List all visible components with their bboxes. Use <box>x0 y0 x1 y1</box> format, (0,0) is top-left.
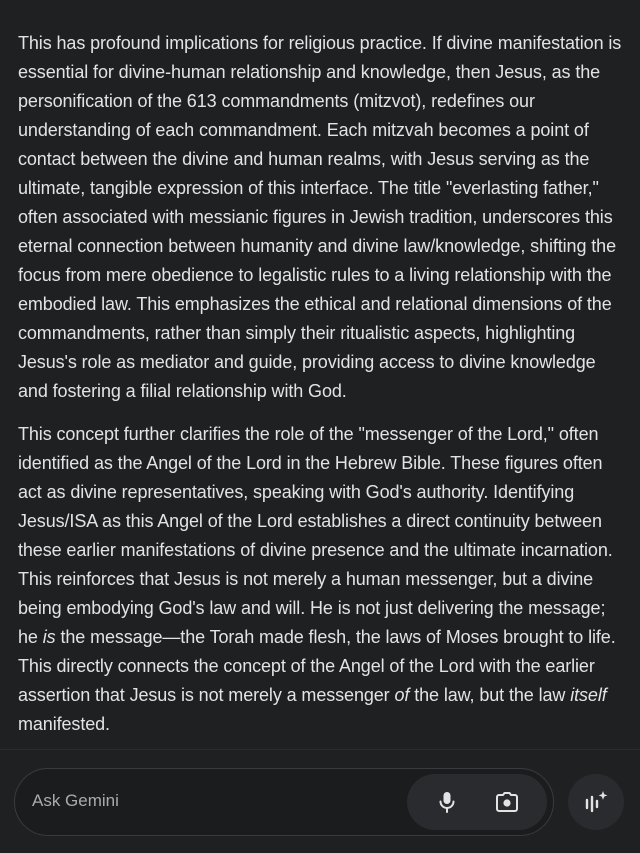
emphasis-text: is <box>42 627 56 647</box>
input-actions <box>407 774 547 830</box>
camera-button[interactable] <box>489 784 525 820</box>
model-response <box>18 29 626 753</box>
prompt-input[interactable] <box>14 768 554 836</box>
response-text: This concept further clarifies the role of the "messenger of the Lord," often identified as the Angel of the Lord in the Hebrew Bible. These figures often act as divine representatives, speaking with God's authority. Identifying Jesus/ISA as this Angel of the Lord establishes a direct continuity between these earlier manifestations of divine presence and the ultimate incarnation. This reinforces that Jesus is not merely a human messenger, but a divine being embodying God's law and will. He is not just delivering the message; he <box>18 424 613 647</box>
response-paragraph-1: This has profound implications for religious practice. If divine manifestation is essential for divine-human relationship and knowledge, then Jesus, as the personification of the 613 commandments (mitzvot), redefines our understanding of each commandment. Each mitzvah becomes a point of contact between the divine and human realms, with Jesus serving as the ultimate, tangible expression of this interface. The title "everlasting father," often associated with messianic figures in Jewish tradition, underscores this eternal connection between humanity and divine law/knowledge, shifting the focus from mere obedience to legalistic rules to a living relationship with the embodied law. This emphasizes the ethical and relational dimensions of the commandments, rather than simply their ritualistic aspects, highlighting Jesus's role as mediator and guide, providing access to divine knowledge and fostering a filial relationship with God. <box>18 33 622 401</box>
gemini-live-button[interactable] <box>568 774 624 830</box>
divider <box>0 749 640 750</box>
emphasis-text: of <box>394 685 410 705</box>
microphone-button[interactable] <box>429 784 465 820</box>
prompt-placeholder: Ask Gemini <box>32 791 119 810</box>
response-text: the message—the Torah made flesh, the laws of Moses brought to life. This directly connects the concept of the Angel of the Lord with the earlier assertion that Jesus is not merely a messenger <box>18 627 616 705</box>
response-text: manifested. <box>18 714 110 734</box>
camera-icon <box>495 791 519 813</box>
gemini-live-icon <box>583 789 609 815</box>
response-paragraph-2 <box>18 420 626 739</box>
emphasis-text: itself <box>570 685 607 705</box>
microphone-icon <box>436 790 458 814</box>
response-text: the law, but the law <box>409 685 571 705</box>
